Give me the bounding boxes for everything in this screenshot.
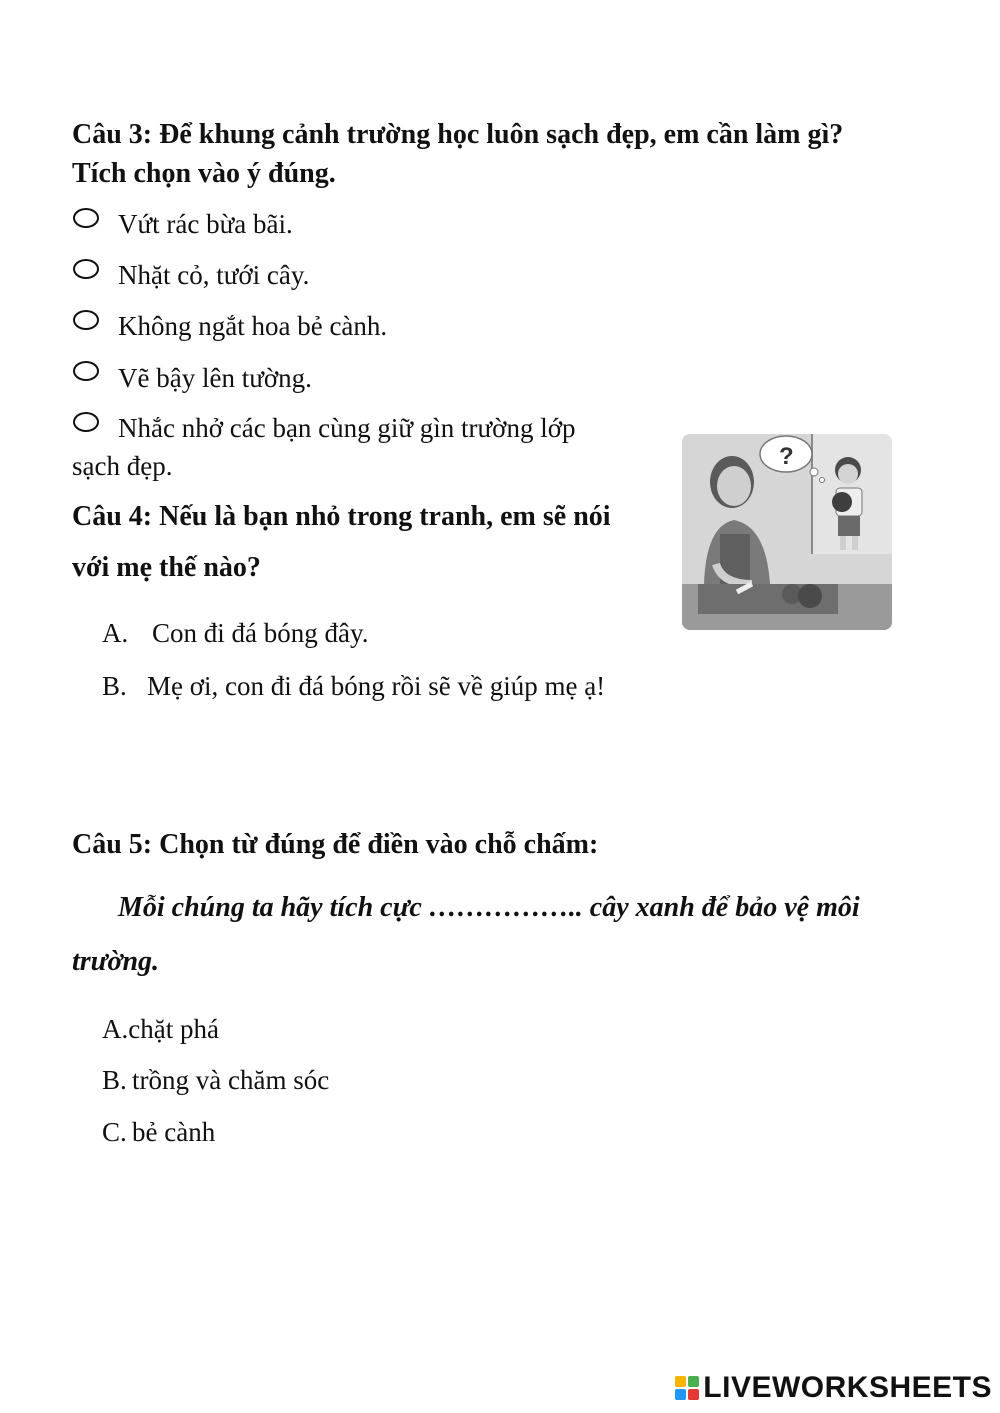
q4-option-b[interactable] bbox=[102, 668, 605, 704]
q4-title-line2: với mẹ thế nào? bbox=[72, 552, 261, 583]
q3-title-line1: Câu 3: Để khung cảnh trường học luôn sạch đẹp, em cần làm gì? bbox=[72, 119, 844, 150]
q3-radio-3[interactable] bbox=[73, 310, 99, 330]
q3-option-3: Không ngắt hoa bẻ cành. bbox=[118, 311, 388, 341]
q5-option-c-text: bẻ cành bbox=[132, 1117, 216, 1147]
q3-radio-4[interactable] bbox=[73, 361, 99, 381]
q5-option-b-text: trồng và chăm sóc bbox=[132, 1065, 330, 1095]
q5-option-b-letter: B. bbox=[102, 1065, 127, 1095]
q5-title: Câu 5: Chọn từ đúng để điền vào chỗ chấm: bbox=[72, 829, 599, 860]
q4-title-line1: Câu 4: Nếu là bạn nhỏ trong tranh, em sẽ nói bbox=[72, 501, 611, 532]
q5-option-a-text: chặt phá bbox=[128, 1014, 219, 1044]
q3-title-line2: Tích chọn vào ý đúng. bbox=[72, 158, 336, 189]
liveworksheets-logo bbox=[675, 1371, 992, 1405]
liveworksheets-logo-icon bbox=[675, 1376, 699, 1400]
q4-option-a[interactable] bbox=[102, 615, 368, 651]
q5-option-c[interactable] bbox=[102, 1114, 215, 1150]
q5-sentence-line2: trường. bbox=[72, 946, 160, 977]
q3-radio-5[interactable] bbox=[73, 412, 99, 432]
q5-sentence-line1: Mỗi chúng ta hãy tích cực …………….. cây xanh để bảo vệ môi bbox=[118, 892, 860, 923]
q3-option-4: Vẽ bậy lên tường. bbox=[118, 363, 312, 393]
mother-and-son-illustration bbox=[682, 434, 892, 630]
q5-option-b[interactable] bbox=[102, 1062, 329, 1098]
illustration-drawing bbox=[682, 434, 892, 630]
q3-radio-2[interactable] bbox=[73, 259, 99, 279]
q3-option-1: Vứt rác bừa bãi. bbox=[118, 209, 293, 239]
q5-option-a-letter: A. bbox=[102, 1014, 129, 1044]
liveworksheets-logo-text: LIVEWORKSHEETS bbox=[703, 1371, 992, 1404]
q5-option-a[interactable] bbox=[102, 1011, 219, 1047]
q3-option-5: Nhắc nhở các bạn cùng giữ gìn trường lớp bbox=[118, 413, 576, 443]
q4-option-a-text: Con đi đá bóng đây. bbox=[152, 618, 369, 648]
q4-option-b-letter: B. bbox=[102, 671, 127, 701]
q4-option-a-letter: A. bbox=[102, 618, 129, 648]
q3-option-2: Nhặt cỏ, tưới cây. bbox=[118, 260, 310, 290]
illustration-question-mark: ? bbox=[779, 443, 794, 470]
q5-option-c-letter: C. bbox=[102, 1117, 127, 1147]
q4-option-b-text: Mẹ ơi, con đi đá bóng rồi sẽ về giúp mẹ ạ! bbox=[147, 671, 606, 701]
q3-option-5-continuation: sạch đẹp. bbox=[72, 451, 173, 481]
q3-radio-1[interactable] bbox=[73, 208, 99, 228]
